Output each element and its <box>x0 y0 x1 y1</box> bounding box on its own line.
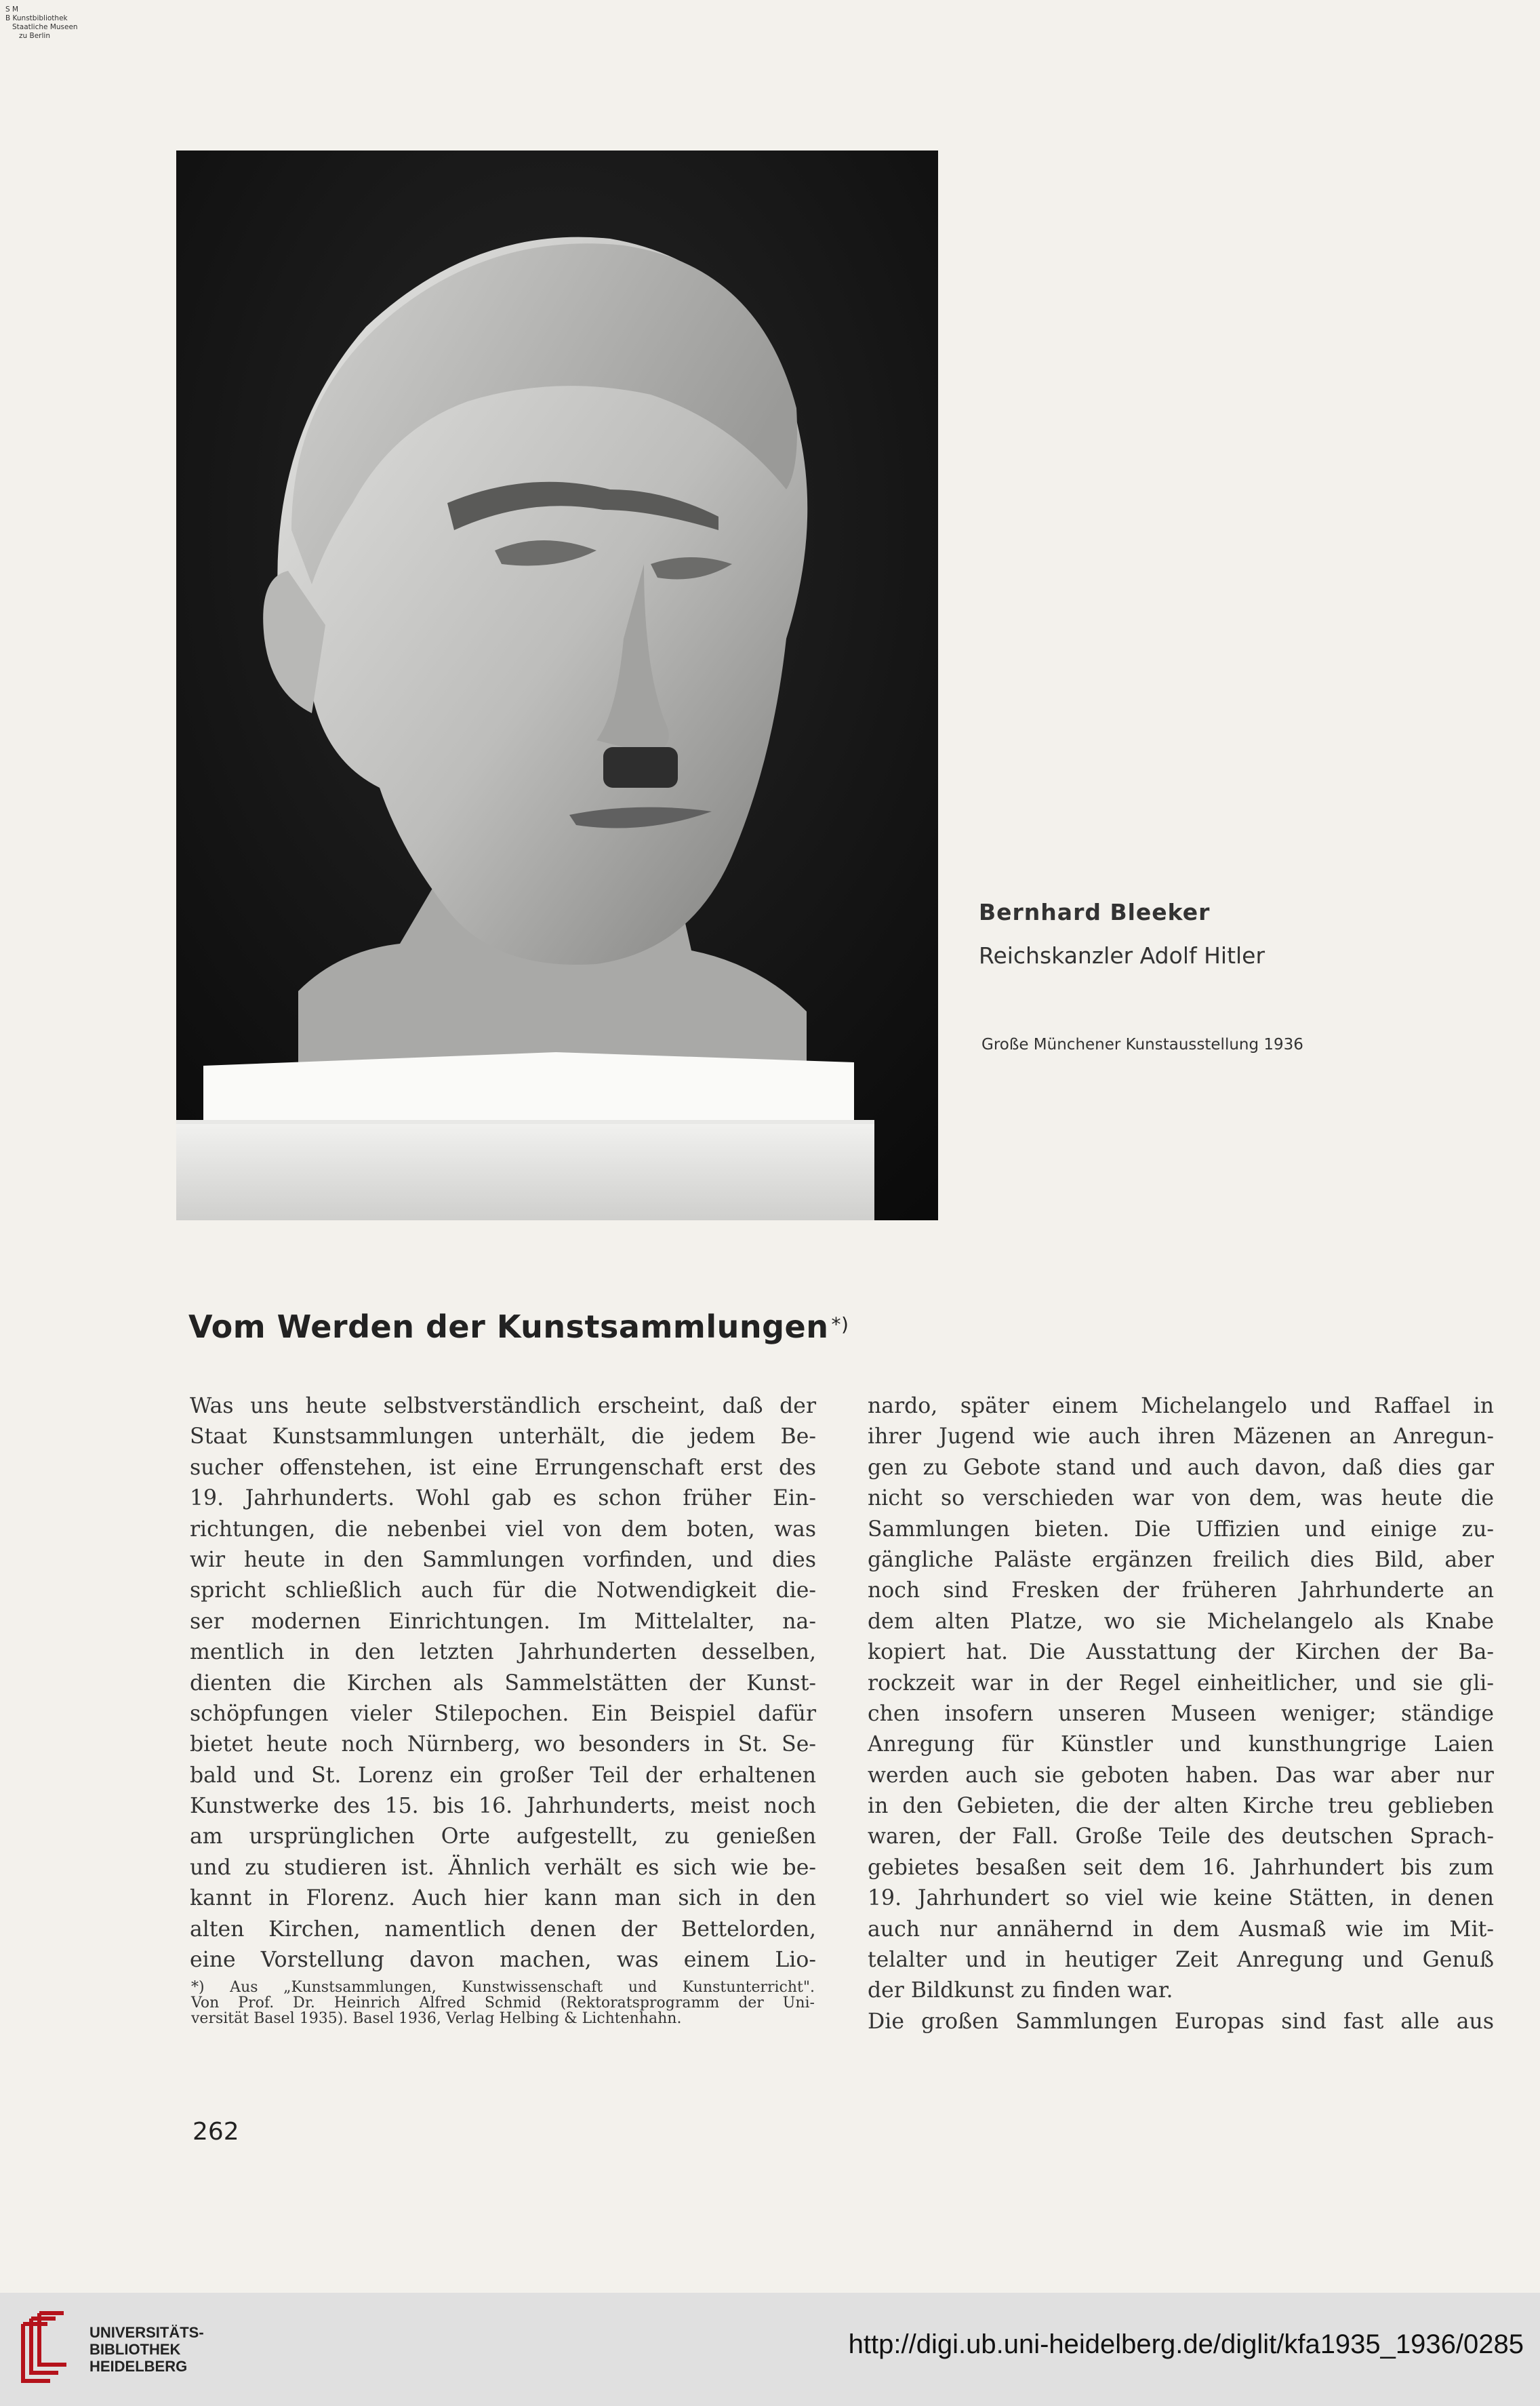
text-line: Was uns heute selbstverständlich erscheint, daß der <box>190 1394 816 1418</box>
text-line: chen insofern unseren Museen weniger; ständige <box>868 1701 1494 1726</box>
text-line: sucher offenstehen, ist eine Errungenschaft erst des <box>190 1455 816 1480</box>
text-line: wir heute in den Sammlungen vorfinden, und dies <box>190 1547 816 1572</box>
caption-title: Reichskanzler Adolf Hitler <box>979 942 1265 969</box>
text-line: 19. Jahrhundert so viel wie keine Stätten, in denen <box>868 1886 1494 1911</box>
footnote-line: *) Aus „Kunstsammlungen, Kunstwissenschaft und Kunstunterricht". <box>191 1979 815 1996</box>
text-line: gängliche Paläste ergänzen freilich dies Bild, aber <box>868 1547 1494 1572</box>
footnote-line: Von Prof. Dr. Heinrich Alfred Schmid (Rektoratsprogramm der Uni- <box>191 1994 815 2011</box>
text-line: bietet heute noch Nürnberg, wo besonders in St. Se- <box>190 1732 816 1757</box>
text-line: Staat Kunstsammlungen unterhält, die jedem Be- <box>190 1424 816 1449</box>
text-line: gebietes besaßen seit dem 16. Jahrhundert bis zum <box>868 1855 1494 1880</box>
text-line: rockzeit war in der Regel einheitlicher, und sie gli- <box>868 1670 1494 1696</box>
footnote <box>191 1980 815 2026</box>
text-line: ser modernen Einrichtungen. Im Mittelalter, na- <box>190 1609 816 1634</box>
text-line: eine Vorstellung davon machen, was einem Lio- <box>190 1948 816 1973</box>
library-name-line: BIBLIOTHEK <box>89 2341 181 2358</box>
library-name-line: HEIDELBERG <box>89 2358 188 2375</box>
text-line: nicht so verschieden war von dem, was heute die <box>868 1486 1494 1511</box>
text-line: spricht schließlich auch für die Notwendigkeit die- <box>190 1578 816 1603</box>
library-stamp <box>5 5 78 41</box>
bust-photograph <box>176 151 938 1220</box>
text-line: der Bildkunst zu finden war. <box>868 1978 1173 2003</box>
article-title-text: Vom Werden der Kunstsammlungen <box>188 1308 829 1345</box>
text-line: dem alten Platze, wo sie Michelangelo als Knabe <box>868 1609 1494 1634</box>
caption-exhibition: Große Münchener Kunstausstellung 1936 <box>981 1036 1303 1054</box>
bust-photograph-illustration <box>176 151 938 1220</box>
stamp-line: zu Berlin <box>19 32 50 40</box>
text-line: nardo, später einem Michelangelo und Raffael in <box>868 1394 1494 1418</box>
text-line: alten Kirchen, namentlich denen der Bettelorden, <box>190 1917 816 1942</box>
text-line: kannt in Florenz. Auch hier kann man sich in den <box>190 1886 816 1911</box>
footnote-marker: *) <box>831 1313 849 1336</box>
article-column-left <box>190 1391 816 1976</box>
text-line: Sammlungen bieten. Die Uffizien und einige zu- <box>868 1517 1494 1542</box>
text-line: mentlich in den letzten Jahrhunderten desselben, <box>190 1640 816 1665</box>
text-line: und zu studieren ist. Ähnlich verhält es sich wie be- <box>190 1855 816 1880</box>
stamp-line: S M <box>5 5 19 14</box>
text-line: in den Gebieten, die der alten Kirche treu geblieben <box>868 1794 1494 1819</box>
text-line: ihrer Jugend wie auch ihren Mäzenen an Anregun- <box>868 1424 1494 1449</box>
article-title <box>188 1308 849 1345</box>
university-library-logo-icon <box>16 2310 77 2386</box>
text-line: am ursprünglichen Orte aufgestellt, zu genießen <box>190 1824 816 1849</box>
text-line: schöpfungen vieler Stilepochen. Ein Beispiel dafür <box>190 1701 816 1726</box>
text-line: bald und St. Lorenz ein großer Teil der erhaltenen <box>190 1763 816 1788</box>
digitization-footer <box>0 2293 1540 2406</box>
permalink-url[interactable]: http://digi.ub.uni-heidelberg.de/diglit/kfa1935_1936/0285 <box>848 2329 1524 2359</box>
text-line: dienten die Kirchen als Sammelstätten der Kunst- <box>190 1670 816 1696</box>
stamp-line: B Kunstbibliothek <box>5 14 68 22</box>
text-line: kopiert hat. Die Ausstattung der Kirchen der Ba- <box>868 1640 1494 1665</box>
article-column-right <box>868 1391 1494 2037</box>
text-line: waren, der Fall. Große Teile des deutschen Sprach- <box>868 1824 1494 1849</box>
text-line: Kunstwerke des 15. bis 16. Jahrhunderts, meist noch <box>190 1794 816 1819</box>
text-line: noch sind Fresken der früheren Jahrhunderte an <box>868 1578 1494 1603</box>
text-line: gen zu Gebote stand und auch davon, daß dies gar <box>868 1455 1494 1480</box>
text-line: auch nur annähernd in dem Ausmaß wie im Mit- <box>868 1917 1494 1942</box>
text-line: richtungen, die nebenbei viel von dem boten, was <box>190 1517 816 1542</box>
page-number: 262 <box>192 2118 239 2146</box>
text-line: Die großen Sammlungen Europas sind fast alle aus <box>868 2009 1494 2034</box>
text-line: werden auch sie geboten haben. Das war aber nur <box>868 1763 1494 1788</box>
text-line: telalter und in heutiger Zeit Anregung und Genuß <box>868 1948 1494 1973</box>
text-line: 19. Jahrhunderts. Wohl gab es schon früher Ein- <box>190 1486 816 1511</box>
stamp-line: Staatliche Museen <box>12 23 78 31</box>
caption-artist: Bernhard Bleeker <box>979 899 1211 925</box>
library-name <box>89 2324 204 2375</box>
text-line: Anregung für Künstler und kunsthungrige Laien <box>868 1732 1494 1757</box>
footnote-line: versität Basel 1935). Basel 1936, Verlag Helbing & Lichtenhahn. <box>191 2010 682 2027</box>
library-name-line: UNIVERSITÄTS- <box>89 2324 204 2341</box>
